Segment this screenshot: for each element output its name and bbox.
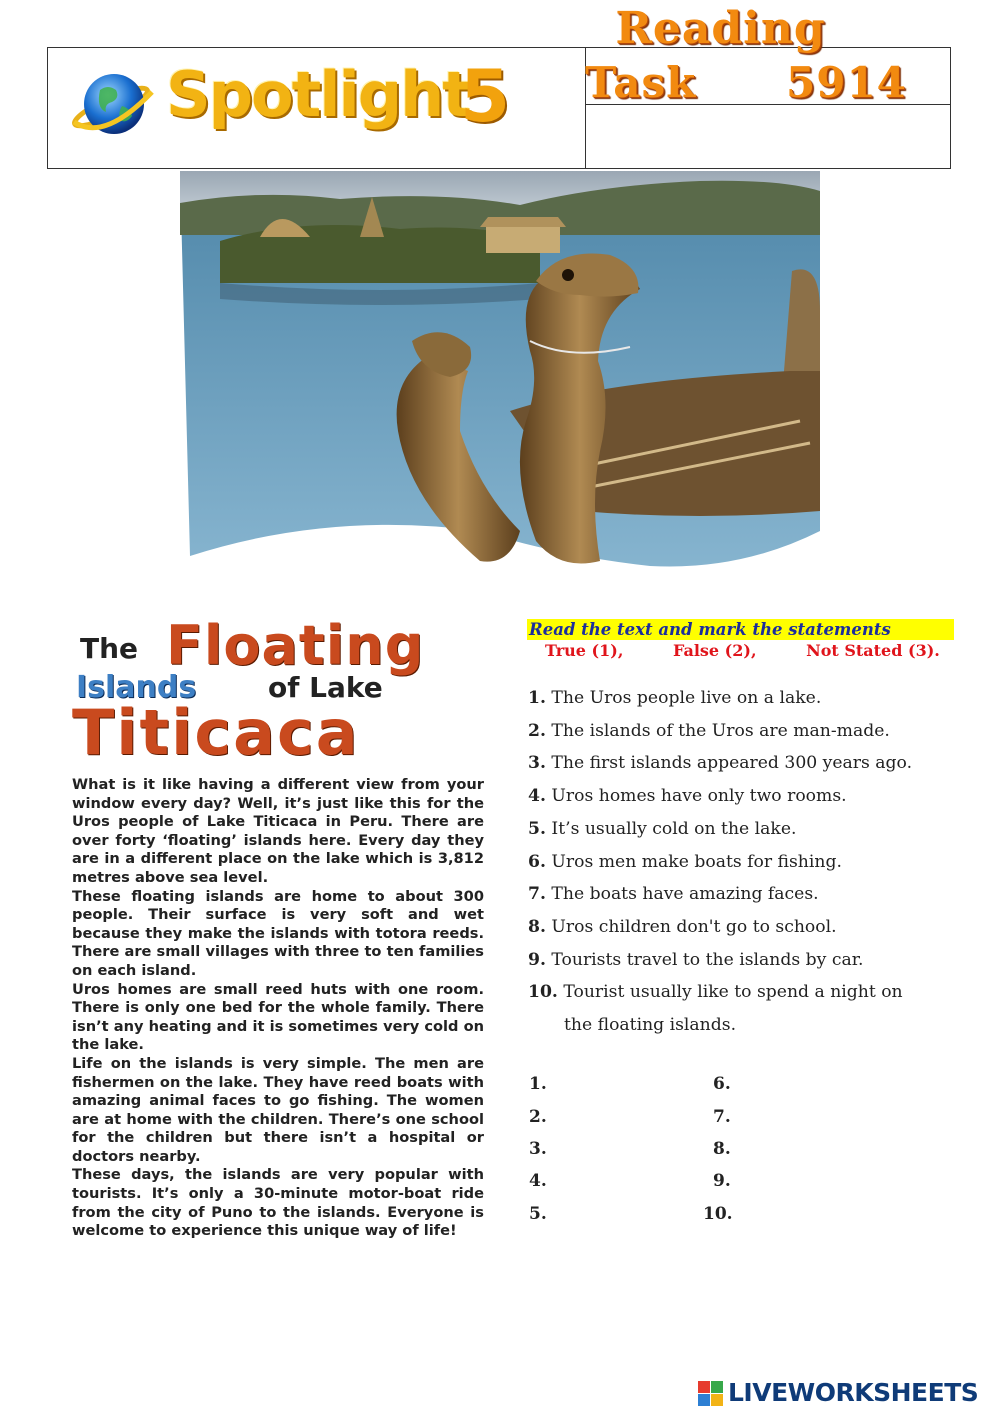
task-label: Task: [585, 58, 697, 107]
statement-number: 10.: [528, 982, 558, 1003]
statement-list: [528, 682, 958, 1042]
answer-slot-2[interactable]: 2.: [529, 1107, 547, 1127]
answer-slot-5[interactable]: 5.: [529, 1204, 547, 1224]
statement-item: [528, 813, 958, 846]
statement-item: [528, 715, 958, 748]
answer-slot-9[interactable]: 9.: [713, 1171, 731, 1191]
statement-number: 6.: [528, 851, 546, 872]
liveworksheets-brand: LIVEWORKSHEETS: [728, 1378, 979, 1407]
statement-item: [528, 944, 958, 977]
statement-continuation: the floating islands.: [564, 1015, 737, 1036]
statement-text: It’s usually cold on the lake.: [551, 818, 797, 839]
answer-slot-10[interactable]: 10.: [703, 1204, 733, 1224]
statement-number: 5.: [528, 818, 546, 839]
answer-slot-4[interactable]: 4.: [529, 1171, 547, 1191]
reading-heading: Reading: [615, 3, 826, 54]
statement-item: [528, 682, 958, 715]
spotlight-logo-number: 5: [460, 54, 511, 138]
instruction-text: Read the text and mark the statements: [529, 620, 891, 639]
article-body: [72, 776, 484, 1241]
answer-slot-7[interactable]: 7.: [713, 1107, 731, 1127]
statement-number: 4.: [528, 786, 546, 807]
liveworksheets-logo[interactable]: [698, 1378, 993, 1407]
statement-number: 8.: [528, 916, 546, 937]
option-not-stated: Not Stated (3).: [806, 641, 940, 660]
statement-number: 9.: [528, 949, 546, 970]
statement-text: The islands of the Uros are man-made.: [551, 720, 890, 741]
article-title-islands: Islands: [76, 670, 197, 705]
reed-boat-photo: [180, 171, 820, 579]
statement-item: [528, 846, 958, 879]
globe-icon: [66, 62, 156, 148]
option-false: False (2),: [672, 641, 757, 660]
statement-number: 7.: [528, 884, 546, 905]
statement-item: [528, 911, 958, 944]
article-paragraph: These floating islands are home to about 300 people. Their surface is very soft and wet because they make the islands with totora reeds. There are small villages with three to ten families on each island.: [72, 887, 484, 979]
article-title-floating: Floating: [166, 614, 425, 677]
statement-text: Uros children don't go to school.: [551, 916, 837, 937]
statement-text: Uros homes have only two rooms.: [551, 786, 847, 807]
answer-slot-6[interactable]: 6.: [713, 1074, 731, 1094]
statement-text: The Uros people live on a lake.: [551, 688, 822, 708]
statement-text: Tourist usually like to spend a night on: [563, 982, 903, 1003]
answer-slot-3[interactable]: 3.: [529, 1139, 547, 1159]
statement-text: Tourists travel to the islands by car.: [551, 949, 864, 970]
statement-item: [528, 976, 958, 1009]
statement-number: 2.: [528, 720, 546, 741]
statement-item: [528, 878, 958, 911]
answer-slot-8[interactable]: 8.: [713, 1139, 731, 1159]
statement-item: [528, 780, 958, 813]
article-title-of-lake: of Lake: [268, 671, 383, 704]
article-paragraph: These days, the islands are very popular with tourists. It’s only a 30-minute motor-boat ride from the city of Puno to the islands. Everyone is welcome to experience this unique way of life!: [72, 1166, 484, 1240]
answer-slot-1[interactable]: 1.: [529, 1074, 547, 1094]
statement-number: 3.: [528, 753, 546, 774]
article-paragraph: Life on the islands is very simple. The men are fishermen on the lake. They have reed boats with amazing animal faces to go fishing. The women are at home with the children. There’s one school for the children but there isn’t a hospital or doctors nearby.: [72, 1054, 484, 1165]
article-title-the: The: [80, 632, 139, 665]
option-true: True (1),: [545, 641, 624, 660]
liveworksheets-icon: [698, 1381, 724, 1407]
statement-text: The boats have amazing faces.: [551, 884, 819, 905]
spotlight-logo-text: Spotlight: [166, 58, 470, 131]
article-paragraph: Uros homes are small reed huts with one room. There is only one bed for the whole family. There isn’t any heating and it is sometimes very cold on the lake.: [72, 980, 484, 1054]
article-paragraph: What is it like having a different view from your window every day? Well, it’s just like this for the Uros people of Lake Titicaca in Peru. There are over forty ‘floating’ islands here. Every day they are in a different place on the lake which is 3,812 metres above sea level.: [72, 776, 484, 886]
statement-text: The first islands appeared 300 years ago.: [551, 753, 913, 774]
task-number: 5914: [786, 58, 907, 107]
statement-text: Uros men make boats for fishing.: [551, 851, 842, 872]
instruction-options: [545, 641, 940, 660]
article-title-titicaca: Titicaca: [72, 696, 360, 769]
statement-item: [528, 747, 958, 780]
statement-number: 1.: [528, 688, 546, 708]
